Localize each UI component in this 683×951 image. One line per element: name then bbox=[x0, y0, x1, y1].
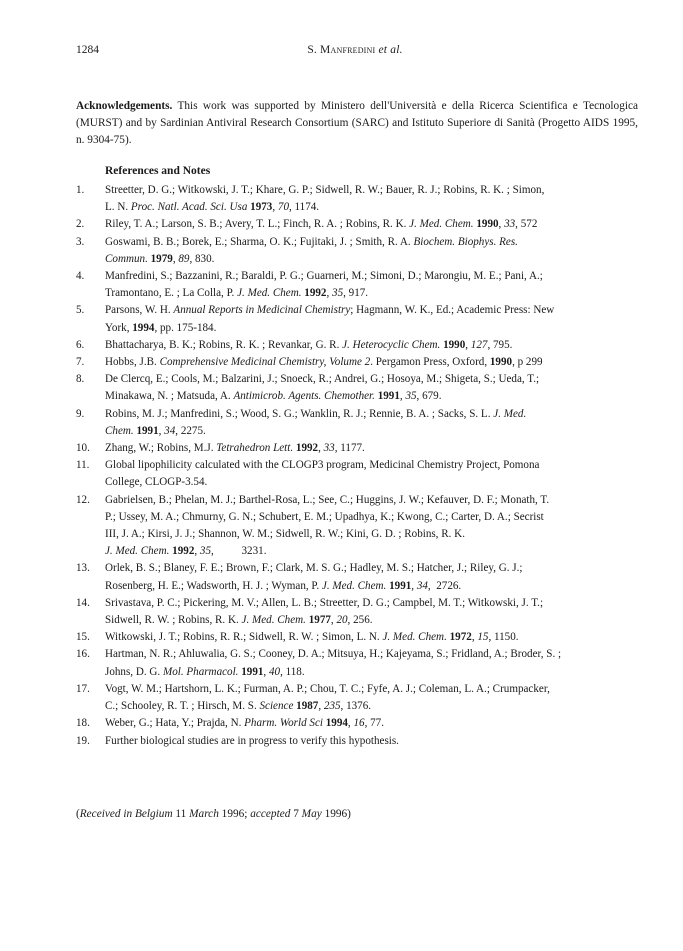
reference-number: 1. bbox=[76, 184, 85, 196]
reference-italic-segment: Annual Reports in Medicinal Chemistry bbox=[173, 304, 351, 317]
reference-italic-segment: 16 bbox=[353, 717, 365, 730]
running-head-suffix: et al. bbox=[378, 44, 403, 56]
received-label: Received in Belgium bbox=[79, 808, 173, 820]
reference-segment: Srivastava, P. C.; Pickering, M. V.; Allen, L. B.; Streetter, D. G.; Campbel, M. T.; Witkowski, J. T.; Sidwell, R. W. ; Robins, R. K. bbox=[105, 596, 544, 627]
reference-item bbox=[76, 715, 636, 732]
reference-segment: , bbox=[498, 218, 505, 231]
reference-italic-segment: J. Heterocyclic Chem. bbox=[342, 338, 441, 351]
reference-segment: , 77. bbox=[364, 717, 384, 730]
reference-item bbox=[76, 457, 636, 491]
reference-number: 17. bbox=[76, 682, 90, 695]
reference-segment: Hobbs, J.B. bbox=[105, 356, 160, 369]
reference-italic-segment: 35 bbox=[332, 287, 344, 300]
reference-segment: , bbox=[330, 614, 337, 627]
reference-text bbox=[105, 715, 636, 732]
reference-text bbox=[105, 234, 636, 268]
reference-segment: , 3231. bbox=[211, 545, 267, 558]
reference-italic-segment: 34 bbox=[164, 424, 176, 437]
reference-number: 8. bbox=[76, 373, 85, 386]
reference-text bbox=[105, 302, 636, 336]
reference-segment: , 118. bbox=[280, 665, 305, 678]
reference-italic-segment: Biochem. Biophys. Res. Commun. bbox=[105, 235, 518, 265]
reference-segment: Gabrielsen, B.; Phelan, M. J.; Barthel-Rosa, L.; See, C.; Huggins, J. W.; Kefauver, D. F.; Monath, T. P.; Ussey, M. A.; Chmurny, G. N.; Schubert, E. M.; Upadhya, K.; Kwong, C.; Carter, D. A.; Secrist III, J. A.; Kirsi, J. J.; Shannon, W. M.; Sidwell, R. W.; Kini, G. D. ; Robins, R. K. bbox=[105, 493, 550, 541]
reference-segment: , 1177. bbox=[334, 442, 365, 455]
reference-segment: Orlek, B. S.; Blaney, F. E.; Brown, F.; Clark, M. S. G.; Hadley, M. S.; Hatcher, J.; Riley, G. J.; Rosenberg, H. E.; Wadsworth, H. J. ; Wyman, P. bbox=[105, 562, 523, 592]
received-note bbox=[76, 808, 351, 820]
reference-year: 1990 bbox=[476, 218, 499, 231]
reference-italic-segment: Tetrahedron Lett. bbox=[216, 442, 294, 455]
reference-italic-segment: 20 bbox=[336, 614, 348, 627]
reference-segment: Streetter, D. G.; Witkowski, J. T.; Khare, G. P.; Sidwell, R. W.; Bauer, R. J.; Robins, R. K. ; Simon, L. N. bbox=[105, 184, 545, 214]
references-list bbox=[76, 182, 636, 750]
reference-text bbox=[105, 216, 636, 233]
reference-number: 15. bbox=[76, 631, 90, 644]
reference-number: 5. bbox=[76, 304, 85, 317]
reference-segment: , 256. bbox=[347, 614, 373, 627]
reference-italic-segment: Pharm. World Sci bbox=[244, 717, 323, 730]
reference-italic-segment: J. Med. Chem. bbox=[105, 407, 527, 437]
reference-italic-segment: 40 bbox=[268, 665, 281, 678]
reference-segment: Global lipophilicity calculated with the CLOGP3 program, Medicinal Chemistry Project, Pomona College, CLOGP-3.54. bbox=[105, 459, 540, 489]
reference-italic-segment: 35 bbox=[405, 390, 417, 403]
reference-number: 16. bbox=[76, 648, 90, 661]
reference-item bbox=[76, 440, 636, 457]
received-month: March bbox=[189, 808, 219, 820]
reference-year: 1987 bbox=[296, 700, 319, 713]
reference-number: 12. bbox=[76, 493, 90, 506]
reference-segment: , 2275. bbox=[175, 424, 206, 437]
reference-text bbox=[105, 337, 636, 354]
reference-number: 6. bbox=[76, 338, 85, 351]
reference-segment: Hartman, N. R.; Ahluwalia, G. S.; Cooney, D. A.; Mitsuya, H.; Kajeyama, S.; Fridland, A.; Broder, S. ; Johns, D. G. bbox=[105, 648, 562, 678]
reference-italic-segment: J. Med. Chem. bbox=[237, 287, 302, 300]
reference-segment: , bbox=[471, 631, 478, 644]
accepted-year: 1996) bbox=[321, 808, 351, 820]
reference-number: 9. bbox=[76, 407, 85, 420]
reference-text bbox=[105, 681, 636, 715]
reference-text bbox=[105, 595, 636, 629]
reference-segment: , bbox=[263, 665, 269, 678]
reference-italic-segment: 33 bbox=[323, 442, 335, 455]
reference-text bbox=[105, 560, 636, 594]
reference-segment: , p 299 bbox=[512, 356, 543, 369]
reference-item bbox=[76, 234, 636, 268]
reference-text bbox=[105, 646, 636, 680]
reference-italic-segment: 235 bbox=[323, 700, 341, 713]
reference-italic-segment: Comprehensive Medicinal Chemistry, Volume 2 bbox=[159, 356, 371, 369]
acknowledgements-paragraph bbox=[76, 98, 638, 150]
reference-item bbox=[76, 681, 636, 715]
reference-italic-segment: J. Med. Chem. bbox=[321, 579, 387, 592]
reference-segment: Robins, M. J.; Manfredini, S.; Wood, S. G.; Wanklin, R. J.; Rennie, B. A. ; Sacks, S. L. bbox=[105, 407, 494, 420]
reference-item bbox=[76, 646, 636, 680]
received-date: 11 bbox=[172, 808, 190, 820]
reference-year: 1991 bbox=[377, 390, 400, 403]
reference-italic-segment: Science bbox=[259, 700, 294, 713]
page-number: 1284 bbox=[76, 44, 99, 56]
received-open-paren: ( bbox=[76, 808, 80, 820]
reference-item bbox=[76, 406, 636, 440]
reference-segment: Weber, G.; Hata, Y.; Prajda, N. bbox=[105, 717, 245, 730]
reference-italic-segment: J. Med. Chem. bbox=[241, 614, 306, 627]
reference-item bbox=[76, 560, 636, 594]
reference-number: 18. bbox=[76, 717, 90, 730]
reference-number: 4. bbox=[76, 270, 85, 283]
reference-item bbox=[76, 302, 636, 336]
reference-italic-segment: 15 bbox=[477, 631, 489, 644]
reference-italic-segment: 35 bbox=[199, 545, 211, 558]
reference-text bbox=[105, 457, 636, 491]
reference-item bbox=[76, 595, 636, 629]
reference-segment: , bbox=[411, 579, 417, 592]
reference-number: 14. bbox=[76, 596, 90, 609]
reference-item bbox=[76, 492, 636, 561]
reference-italic-segment: 89 bbox=[178, 252, 190, 265]
reference-segment: De Clercq, E.; Cools, M.; Balzarini, J.; Snoeck, R.; Andrei, G.; Hosoya, M.; Shigeta, S.; Ueda, T.; Minakawa, N. ; Matsuda, A. bbox=[105, 373, 540, 403]
reference-segment: Witkowski, J. T.; Robins, R. R.; Sidwell, R. W. ; Simon, L. N. bbox=[105, 631, 383, 644]
reference-italic-segment: 127 bbox=[470, 338, 488, 351]
reference-item bbox=[76, 268, 636, 302]
reference-number: 2. bbox=[76, 218, 85, 231]
reference-year: 1972 bbox=[449, 631, 472, 644]
reference-segment: , 679. bbox=[416, 390, 442, 403]
reference-italic-segment: 33 bbox=[504, 218, 516, 231]
reference-segment: , 1150. bbox=[488, 631, 519, 644]
reference-segment: , bbox=[326, 287, 333, 300]
reference-segment: , 1376. bbox=[340, 700, 372, 713]
reference-italic-segment: J. Med. Chem. bbox=[409, 218, 474, 231]
running-head-author: S. Manfredini bbox=[307, 44, 376, 56]
reference-item bbox=[76, 337, 636, 354]
reference-text bbox=[105, 371, 636, 405]
reference-italic-segment: 70 bbox=[277, 201, 289, 214]
reference-segment: , 795. bbox=[487, 338, 513, 351]
reference-segment: Riley, T. A.; Larson, S. B.; Avery, T. L.; Finch, R. A. ; Robins, R. K. bbox=[105, 218, 410, 231]
reference-item bbox=[76, 216, 636, 233]
reference-number: 3. bbox=[76, 235, 85, 248]
reference-segment: , bbox=[347, 717, 354, 730]
reference-segment: , bbox=[272, 201, 278, 214]
reference-segment: , bbox=[399, 390, 406, 403]
accepted-label: accepted bbox=[250, 808, 291, 820]
page-header bbox=[76, 44, 634, 60]
reference-number: 11. bbox=[76, 459, 90, 472]
reference-italic-segment: Antimicrob. Agents. Chemother. bbox=[233, 390, 375, 403]
reference-text bbox=[105, 733, 636, 750]
reference-year: 1991 bbox=[389, 579, 412, 592]
reference-italic-segment: J. Med. Chem. bbox=[382, 631, 447, 644]
reference-item bbox=[76, 371, 636, 405]
running-head bbox=[76, 44, 634, 56]
reference-year: 1992 bbox=[304, 287, 327, 300]
reference-text bbox=[105, 268, 636, 302]
accepted-date: 7 bbox=[290, 808, 302, 820]
reference-year: 1992 bbox=[172, 545, 195, 558]
reference-segment: Manfredini, S.; Bazzanini, R.; Baraldi, P. G.; Guarneri, M.; Simoni, D.; Marongiu, M. E.; Pani, A.; Tramontano, E. ; La Colla, P. bbox=[105, 270, 543, 300]
reference-segment: , 1174. bbox=[288, 201, 320, 214]
reference-segment: Further biological studies are in progress to verify this hypothesis. bbox=[105, 734, 399, 747]
reference-number: 7. bbox=[76, 356, 85, 369]
reference-number: 13. bbox=[76, 562, 90, 575]
reference-year: 1994 bbox=[325, 717, 348, 730]
reference-italic-segment: 34 bbox=[416, 579, 428, 592]
reference-year: 1991 bbox=[136, 424, 159, 437]
accepted-month: May bbox=[301, 808, 322, 820]
reference-segment: . Pergamon Press, Oxford, bbox=[370, 356, 490, 369]
reference-segment: , bbox=[318, 700, 324, 713]
reference-year: 1994 bbox=[132, 321, 155, 334]
reference-segment: , pp. 175-184. bbox=[154, 321, 217, 334]
reference-segment: , 917. bbox=[343, 287, 369, 300]
reference-segment: , bbox=[318, 442, 324, 455]
reference-segment: , 830. bbox=[189, 252, 215, 265]
reference-italic-segment: Mol. Pharmacol. bbox=[162, 665, 239, 678]
reference-year: 1990 bbox=[489, 356, 513, 369]
reference-year: 1990 bbox=[443, 338, 466, 351]
reference-year: 1973 bbox=[250, 201, 273, 214]
reference-text bbox=[105, 440, 636, 457]
reference-year: 1991 bbox=[241, 665, 264, 678]
reference-text bbox=[105, 354, 636, 371]
reference-segment: Bhattacharya, B. K.; Robins, R. K. ; Revankar, G. R. bbox=[105, 338, 343, 351]
reference-italic-segment: Proc. Natl. Acad. Sci. Usa bbox=[130, 201, 248, 214]
reference-segment: Vogt, W. M.; Hartshorn, L. K.; Furman, A. P.; Chou, T. C.; Fyfe, A. J.; Coleman, L. A.; Crumpacker, C.; Schooley, R. T. ; Hirsch, M. S. bbox=[105, 682, 550, 713]
reference-text bbox=[105, 492, 636, 561]
reference-year: 1979 bbox=[150, 252, 173, 265]
reference-number: 10. bbox=[76, 442, 90, 455]
reference-year: 1977 bbox=[308, 614, 331, 627]
reference-text bbox=[105, 182, 636, 216]
reference-item bbox=[76, 629, 636, 646]
reference-item bbox=[76, 733, 636, 750]
acknowledgements-heading: Acknowledgements. bbox=[76, 100, 173, 112]
reference-segment: , bbox=[172, 252, 179, 265]
references-title: References and Notes bbox=[105, 165, 211, 177]
reference-text bbox=[105, 629, 636, 646]
received-year: 1996; bbox=[218, 808, 251, 820]
reference-segment: Goswami, B. B.; Borek, E.; Sharma, O. K.; Fujitaki, J. ; Smith, R. A. bbox=[105, 235, 414, 248]
reference-segment: ; Hagmann, W. K., Ed.; Academic Press: New York, bbox=[105, 304, 555, 334]
reference-item bbox=[76, 182, 636, 216]
reference-number: 19. bbox=[76, 734, 90, 747]
reference-item bbox=[76, 354, 636, 371]
reference-segment: , 2726. bbox=[427, 579, 462, 592]
reference-segment: , 572 bbox=[515, 218, 538, 231]
reference-segment: , bbox=[158, 424, 165, 437]
reference-text bbox=[105, 406, 636, 440]
reference-segment: Parsons, W. H. bbox=[105, 304, 174, 317]
reference-italic-segment: J. Med. Chem. bbox=[105, 545, 170, 558]
reference-year: 1992 bbox=[295, 442, 319, 455]
reference-segment: , bbox=[194, 545, 200, 558]
acknowledgements-text: This work was supported by Ministero dell'Università e della Ricerca Scientifica e Tecnologica (MURST) and by Sardinian Antiviral Research Consortium (SARC) and Istituto Superiore di Sanità (Progetto AIDS 1995, n. 9304-75). bbox=[76, 100, 639, 147]
reference-segment: Zhang, W.; Robins, M.J. bbox=[105, 442, 217, 455]
reference-segment: , bbox=[465, 338, 471, 351]
